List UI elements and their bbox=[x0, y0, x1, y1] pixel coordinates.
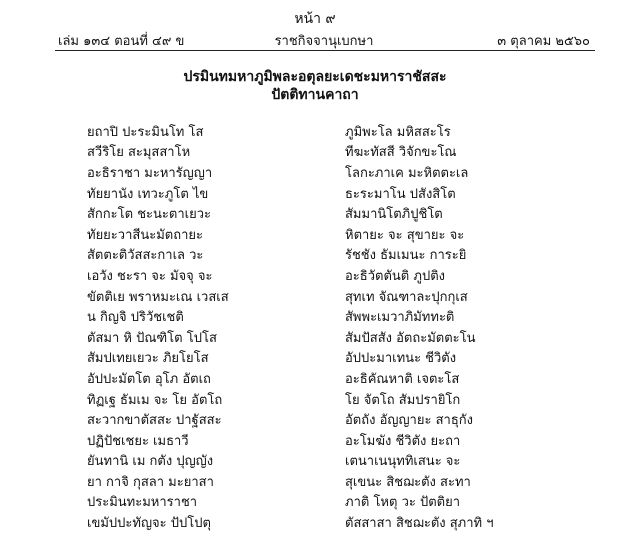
gazette-header bbox=[58, 30, 590, 51]
verse-first-half: ยถาปิ ปะระมินโท โส bbox=[87, 124, 204, 140]
verse-second-half: โลกะภาเค มะหิตตะเล bbox=[345, 165, 469, 181]
verse-first-half: อัปปะมัตโต อุโภ อัตเถ bbox=[87, 371, 211, 387]
verse-line bbox=[87, 245, 517, 266]
verse-list bbox=[87, 121, 517, 533]
verse-line bbox=[87, 512, 517, 533]
verse-second-half: หิตายะ จะ สุขายะ จะ bbox=[345, 227, 465, 243]
verse-second-half: สุเขนะ สิชฌะตัง สะทา bbox=[345, 474, 471, 490]
verse-line bbox=[87, 121, 517, 142]
verse-first-half: เขมัปปะทัญจะ ปัปโปตุ bbox=[87, 516, 211, 532]
verse-first-half: สัตตะติวัสสะกาเล วะ bbox=[87, 248, 204, 264]
verse-first-half: ปฏิปัชเชยะ เมธาวี bbox=[87, 433, 189, 449]
verse-first-half: สักกะโต ชะนะตาเยวะ bbox=[87, 207, 211, 223]
verse-first-half: ยันทานิ เม กตัง ปุญญัง bbox=[87, 454, 214, 470]
verse-second-half: อะธิวัตตันติ ภูปติง bbox=[345, 268, 445, 284]
verse-line bbox=[87, 162, 517, 183]
verse-second-half: สัพพะเมวาภิมัททะติ bbox=[345, 310, 455, 326]
verse-first-half: ทิฏเฐ ธัมเม จะ โย อัตโถ bbox=[87, 392, 223, 408]
verse-line bbox=[87, 389, 517, 410]
verse-first-half: สัมปเทยเยวะ ภิยโยโส bbox=[87, 351, 209, 367]
verse-line bbox=[87, 265, 517, 286]
verse-first-half: สวีริโย สะมุสสาโห bbox=[87, 145, 191, 161]
verse-second-half: ภูมิพะโล มหิสสะโร bbox=[345, 124, 451, 140]
verse-line bbox=[87, 327, 517, 348]
verse-line bbox=[87, 430, 517, 451]
verse-line bbox=[87, 203, 517, 224]
publication-name: ราชกิจจานุเบกษา bbox=[274, 34, 374, 49]
verse-line bbox=[87, 348, 517, 369]
header-rule bbox=[55, 50, 595, 51]
verse-first-half: ตัสมา หิ ปัณฑิโต โปโส bbox=[87, 330, 217, 346]
document-subtitle: ปัตติทานคาถา bbox=[271, 87, 359, 103]
verse-line bbox=[87, 492, 517, 513]
verse-first-half: ยา กาจิ กุสลา มะยาสา bbox=[87, 474, 214, 490]
verse-second-half: อัปปะมาเทนะ ชีวิตัง bbox=[345, 351, 457, 367]
verse-second-half: ตัสสาสา สิชฌะตัง สุภาทิ ฯ bbox=[345, 516, 494, 532]
verse-second-half: สัมปัสสัง อัตถะมัตตะโน bbox=[345, 330, 476, 346]
verse-first-half: อะธิราชา มะหารัญญา bbox=[87, 165, 213, 181]
verse-line bbox=[87, 286, 517, 307]
verse-second-half: อะโมฆัง ชีวิตัง ยะถา bbox=[345, 433, 461, 449]
verse-second-half: รัชชัง ธัมเมนะ การะยิ bbox=[345, 248, 467, 264]
verse-second-half: เตนาเนนุททิเสนะ จะ bbox=[345, 454, 461, 470]
verse-line bbox=[87, 471, 517, 492]
verse-line bbox=[87, 306, 517, 327]
verse-first-half: ประมินทะมหาราชา bbox=[87, 495, 198, 511]
verse-line bbox=[87, 224, 517, 245]
verse-first-half: ทัยยานัง เทวะภูโต ไข bbox=[87, 186, 209, 202]
verse-line bbox=[87, 409, 517, 430]
verse-second-half: สัมมานิโตภิปูชิโต bbox=[345, 207, 443, 223]
verse-first-half: ทัยยะวาสีนะมัตถายะ bbox=[87, 227, 203, 243]
page-number: หน้า ๙ bbox=[294, 11, 336, 27]
volume-issue: เล่ม ๑๓๔ ตอนที่ ๔๙ ข bbox=[58, 34, 185, 49]
verse-line bbox=[87, 142, 517, 163]
verse-second-half: สุทเท จัณฑาละปุกกุเส bbox=[345, 289, 468, 305]
verse-second-half: ธะระมาโน ปสังสิโต bbox=[345, 186, 456, 202]
verse-first-half: สะวากขาตัสสะ ปาฐัสสะ bbox=[87, 413, 222, 429]
publication-date: ๓ ตุลาคม ๒๕๖๐ bbox=[497, 34, 590, 49]
document-title: ปรมินทมหาภูมิพละอตุลยะเดชะมหาราชัสสะ bbox=[183, 69, 447, 85]
verse-second-half: โย จัตโถ สัมปรายิโก bbox=[345, 392, 461, 408]
verse-line bbox=[87, 368, 517, 389]
verse-second-half: อะธิคัณหาติ เจตะโส bbox=[345, 371, 460, 387]
verse-second-half: ทีฆะทัสสี วิจักขะโณ bbox=[345, 145, 457, 161]
verse-second-half: อัตถัง อัญญายะ สาธุกัง bbox=[345, 413, 473, 429]
verse-second-half: ภาติ โหตุ วะ ปัตติยา bbox=[345, 495, 461, 511]
verse-line bbox=[87, 451, 517, 472]
verse-first-half: เอวัง ชะรา จะ มัจจุ จะ bbox=[87, 268, 213, 284]
verse-line bbox=[87, 183, 517, 204]
verse-first-half: ขัตติเย พราหมะเณ เวสเส bbox=[87, 289, 229, 305]
verse-first-half: น กิญจิ ปริวัชเชติ bbox=[87, 310, 184, 326]
